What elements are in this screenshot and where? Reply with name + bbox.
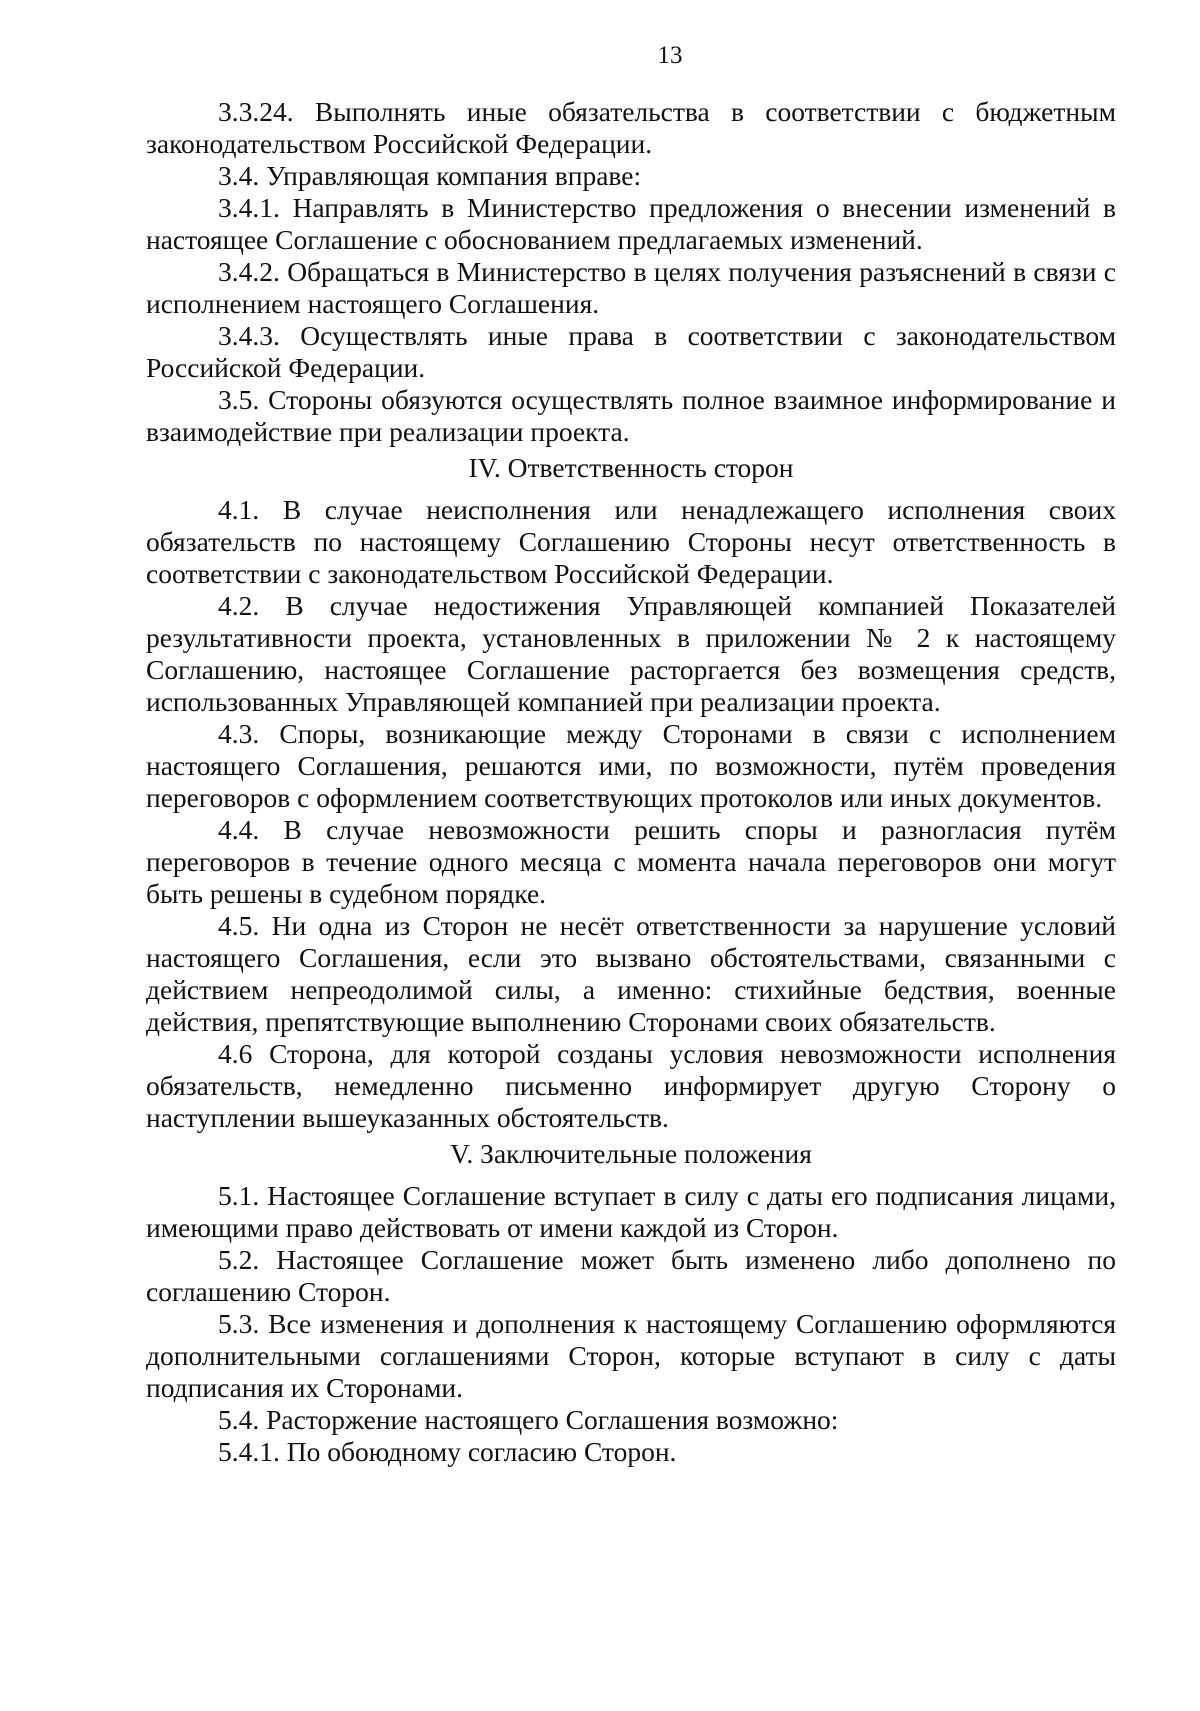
clause-5-3: 5.3. Все изменения и дополнения к настоящему Соглашению оформляются дополнительными соглашениями Сторон, которые вступают в силу с даты подписания их Сторонами. xyxy=(146,1308,1116,1403)
page-number: 13 xyxy=(657,42,683,69)
clause-4-6: 4.6 Сторона, для которой созданы условия невозможности исполнения обязательств, немедленно письменно информирует другую Сторону о наступлении вышеуказанных обстоятельств. xyxy=(146,1038,1116,1133)
clause-5-2: 5.2. Настоящее Соглашение может быть изменено либо дополнено по соглашению Сторон. xyxy=(146,1244,1116,1307)
clause-4-5: 4.5. Ни одна из Сторон не несёт ответственности за нарушение условий настоящего Соглашения, если это вызвано обстоятельствами, связанными с действием непреодолимой силы, а именно: стихийные бедствия, военные действия, препятствующие выполнению Сторонами своих обязательств. xyxy=(146,910,1116,1037)
clause-5-4: 5.4. Расторжение настоящего Соглашения возможно: xyxy=(218,1404,839,1435)
clause-4-3: 4.3. Споры, возникающие между Сторонами в связи с исполнением настоящего Соглашения, решаются ими, по возможности, путём проведения переговоров с оформлением соответствующих протоколов или иных документов. xyxy=(146,718,1116,813)
clause-4-4: 4.4. В случае невозможности решить споры и разногласия путём переговоров в течение одного месяца с момента начала переговоров они могут быть решены в судебном порядке. xyxy=(146,814,1116,909)
section-heading-iv: IV. Ответственность сторон xyxy=(468,452,794,483)
clause-3-4: 3.4. Управляющая компания вправе: xyxy=(218,160,642,191)
clause-3-4-2: 3.4.2. Обращаться в Министерство в целях получения разъяснений в связи с исполнением настоящего Соглашения. xyxy=(146,256,1116,319)
clause-3-4-3: 3.4.3. Осуществлять иные права в соответствии с законодательством Российской Федерации. xyxy=(146,320,1116,383)
clause-4-1: 4.1. В случае неисполнения или ненадлежащего исполнения своих обязательств по настоящему Соглашению Стороны несут ответственность в соответствии с законодательством Российской Федерации. xyxy=(146,494,1116,589)
clause-5-4-1: 5.4.1. По обоюдному согласию Сторон. xyxy=(218,1436,677,1467)
clause-3-5: 3.5. Стороны обязуются осуществлять полное взаимное информирование и взаимодействие при реализации проекта. xyxy=(146,384,1116,447)
clause-3-4-1: 3.4.1. Направлять в Министерство предложения о внесении изменений в настоящее Соглашение с обоснованием предлагаемых изменений. xyxy=(146,192,1116,255)
clause-5-1: 5.1. Настоящее Соглашение вступает в силу с даты его подписания лицами, имеющими право действовать от имени каждой из Сторон. xyxy=(146,1180,1116,1243)
clause-4-2: 4.2. В случае недостижения Управляющей компанией Показателей результативности проекта, установленных в приложении № 2 к настоящему Соглашению, настоящее Соглашение расторгается без возмещения средств, использованных Управляющей компанией при реализации проекта. xyxy=(146,590,1116,717)
section-heading-v: V. Заключительные положения xyxy=(450,1138,812,1169)
document-body xyxy=(146,96,1116,1468)
clause-3-3-24: 3.3.24. Выполнять иные обязательства в соответствии с бюджетным законодательством Российской Федерации. xyxy=(146,96,1116,159)
